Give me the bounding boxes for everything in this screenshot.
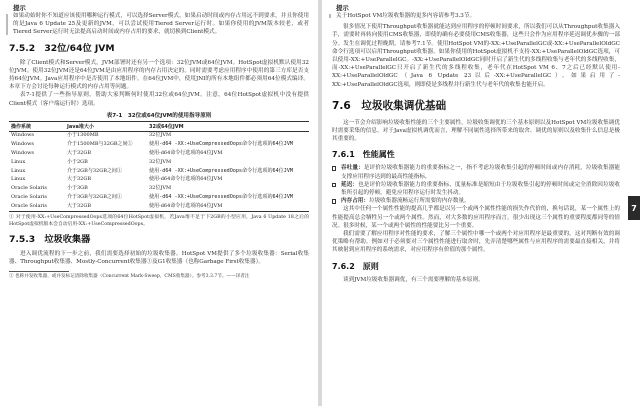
left-page [0, 0, 318, 406]
tip-text: 关于HotSpot VM垃圾收集器的更多内容请参考3.3节。 [336, 13, 476, 19]
table-cell-os: Linux [11, 176, 26, 183]
table-cell-os: Windows [11, 141, 34, 148]
table-row [9, 131, 309, 140]
table-cell-heap: 小于3GB [67, 185, 88, 192]
bullet-text: 垃圾收集器流畅运行所需要的内存数量。 [368, 198, 470, 205]
performance-attributes-list [332, 164, 620, 205]
section-heading-7-5-2: 7.5.2 32位/64位 JVM [9, 42, 115, 54]
table-cell-jvm: 使用-d64命令行选项的64位JVM [149, 149, 223, 156]
bullet-term: 吞吐量： [341, 165, 364, 172]
tip-label: 提示 [336, 4, 349, 12]
right-page [322, 0, 640, 406]
table-row [9, 202, 309, 211]
section-heading-7-5-3: 7.5.3 垃圾收集器 [9, 233, 91, 245]
table-caption: 表7-1 32位或64位JVM的使用指导原则 [106, 112, 212, 119]
table-row [9, 141, 309, 150]
table-cell-os: Linux [11, 158, 26, 165]
table-cell-os: Oracle Solaris [9, 202, 65, 211]
tip-box [9, 4, 309, 37]
right-page-content [332, 4, 620, 284]
table-header-jvm: 32或64位JVM [147, 121, 309, 131]
paragraph-tradeoffs: 这其中任何一个属性性能的提高几乎都是以另一个或两个属性性能的损失作代价的，换句话说，某一个属性上的性能提高总会牺牲另一个或两个属性。然而，对大多数的应用程序而言，很少出现这三个属性的重要程度都同等的情况。很多时候，某一个或两个属性的性能要比另一个重要。 [332, 206, 620, 229]
section-heading-7-6: 7.6 垃圾收集调优基础 [332, 99, 447, 112]
list-item [332, 181, 620, 197]
jvm-guideline-table [9, 121, 309, 212]
bullet-text: 也是评价垃圾收集器能力的重要指标，度量标准是缩短由于垃圾收集引起的停顿时间或完全消除因垃圾收集所引起的停顿，避免应用程序运行时发生抖动。 [341, 181, 620, 197]
table-cell-jvm: 32位JVM [149, 185, 172, 192]
table-cell-heap: 介于1500MB与32GB之间① [67, 141, 133, 148]
table-cell-os: Windows [11, 149, 34, 156]
table-cell-jvm: 32位JVM [149, 132, 172, 139]
table-row [9, 176, 309, 185]
table-cell-heap: 小于1300MB [67, 132, 99, 139]
table-header-heap: Java堆大小 [65, 121, 147, 131]
table-cell-jvm: 使用-d64 -XX:+UseCompressedOops命令行选项的64位JVM [149, 193, 293, 200]
table-cell-heap: 大于32GB [65, 202, 147, 211]
checkbox-bullet-icon [332, 199, 336, 203]
list-item [332, 164, 620, 180]
chapter-tab: 7 [628, 196, 640, 220]
table-cell-os: Oracle Solaris [11, 185, 47, 192]
table-cell-os: Linux [11, 167, 26, 174]
bullet-term: 内存占用： [341, 198, 369, 205]
paragraph-table-intro: 表7-1提供了一些指导原则，帮助大家判断何时使用32位或64位JVM。注意，64位HotSpot虚拟机中没有提供Client模式（客户端运行时）选项。 [9, 92, 309, 107]
table-row [9, 149, 309, 158]
table-note: ① 对于使用-XX:+UseCompressedOops选项的64位HotSpot虚拟机，若Java堆不足于下2GB的小型应用，Java 6 Update 18之后的HotSpot虚拟机版本会自动启用-XX:+UseCompressedOops。 [9, 214, 309, 227]
tip-label: 提示 [13, 4, 26, 12]
table-row [9, 167, 309, 176]
table-cell-jvm: 使用-d64 -XX:+UseCompressedOops命令行选项的64位JVM [149, 167, 293, 174]
section-heading-7-6-1: 7.6.1 性能属性 [332, 150, 395, 160]
paragraph-requirements: 我们需要了解应用程序对性能的要求，了解三个属性中哪一个或两个对应用程序是最重要的，这对判断有效的调优策略有帮助。例如对于必须要对三个属性性能进行取舍时，先弄清楚哪些属性与应用程序的需要最直接相关，并将其映射到应用程序的系统需求，对应用程序有价值的那个属性。 [332, 231, 620, 254]
paragraph-gc-tuning-basics: 这一节会介绍影响垃圾收集性能的三个主要属性，垃圾收集调优的三个基本原则以及HotSpot VM垃圾收集调优时需要采集的信息。对于Java虚拟机调优而言，理解不同属性选择所带来的取舍、调优的原则以及收集什么信息是极其重要的。 [332, 119, 620, 143]
left-page-content [9, 4, 309, 280]
paragraph-throughput-collector: 很多情况下使用Throughput收集器就能达到应用程序的停顿时间要求，所以我们可以从Throughput收集器入手，需要时再转向使用CMS收集器，即使的确有必要使用CMS收集器，这些只会作为应用程序延迟调优步骤的一部分。发生在调优过程晚期，请参考7.1节。使用HotSpot VM的-XX:+UseParallelGC或-XX:+UseParallelOldGC命令行选项可以启用Throughput收集器。如果你使用的HotSpot虚拟机不支持-XX:+UseParallelOldGC选项，可以使用-XX:+UseParallelGC。-XX:+UseParallelOldGC同时开启了新生代的多线程收集与老年代的多线程收集，而-XX:+UseParallelGC只开启了新生代的多线程收集，老年代在HotSpot VM 6、7之后已经默认使用-XX:+UseParallelOldGC（Java 6 Update 23以后-XX:+UseParallelGC）。如果启用了-XX:+UseParallelOldGC选项，则即使是多线程并行新生代与老年代的收集也能开启。 [332, 24, 620, 88]
paragraph-gc-selection: 进入调优流程的下一步之前，我们需要选择初始的垃圾收集器。HotSpot VM提供了多个垃圾收集器：Serial收集器、Throughput收集器、Mostly-Concurrent收集器①及G1收集器（也称Garbage First收集器）。 [9, 250, 309, 266]
footnote-divider [9, 271, 69, 272]
table-header-os: 操作系统 [9, 121, 65, 131]
bullet-term: 延迟： [341, 181, 359, 188]
table-cell-jvm: 使用-d64命令行选项的64位JVM [149, 176, 223, 183]
table-row [9, 193, 309, 202]
table-cell-heap: 大于32GB [67, 176, 92, 183]
table-header-row [9, 121, 309, 131]
table-cell-jvm: 使用-d64命令行选项的64位JVM [147, 202, 309, 211]
table-cell-heap: 大于32GB [67, 149, 92, 156]
bullet-text: 是评价垃圾收集器能力的重要指标之一，指不考虑垃圾收集引起的停顿时间或内存消耗，垃圾收集器能支撑应用程序达到的最高性能指标。 [341, 165, 620, 180]
table-row [9, 158, 309, 167]
section-heading-7-6-2: 7.6.2 原则 [332, 261, 379, 271]
list-item [332, 197, 620, 205]
paragraph-principles: 谈到JVM垃圾收集器调优，有三个需要理解的基本原则。 [343, 276, 484, 283]
tip-box [332, 4, 620, 20]
table-cell-os: Windows [11, 132, 34, 139]
table-cell-heap: 小于2GB [67, 158, 88, 165]
tip-text: 如果动始时你不知道应该使用哪种运行模式，可以选择Server模式。如果启动时间或内存占用远不到要求，并且你使用的是Java 6 Update 25及更新的JVM，可以尝试使用Tiered Server运行时。如果你使用的JVM版本较老，或者Tiered Server运行时无法提高启动时间或内存占用的要求，就切换到Client模式。 [13, 13, 309, 36]
checkbox-bullet-icon [332, 183, 336, 187]
table-row [9, 185, 309, 194]
table-cell-jvm: 使用-d64 -XX:+UseCompressedOops命令行选项的64位JVM [149, 141, 293, 148]
paragraph-jvm-bitness: 除了Client模式和Server模式，JVM部署时还有另一个选项：32位JVM或64位JVM。HotSpot虚拟机默认使用32位JVM。使用32位JVM还是64位JVM是由应用程序的内存占用决定的。同时需要考虑应用程序中使用的第三方库是否支持64位JVM。Java应用程序中是否使用了本地组件。在64位JVM中，使用JNI的所有本地组件都必须用64位模式编译。本章下方会讨论每种运行模式的内存占用等问题。 [9, 59, 309, 91]
table-cell-jvm: 32位JVM [149, 158, 172, 165]
footnote: ① 也称并发收集器，或并发标记清除收集器（Concurrent Mark-Sweep，CMS收集器）。参考3.3.7节。——译者注 [9, 273, 250, 279]
checkbox-bullet-icon [332, 166, 336, 170]
table-cell-os: Oracle Solaris [11, 193, 47, 200]
table-cell-heap: 介于2GB与32GB之间① [67, 167, 122, 174]
table-cell-heap: 介于3GB与32GB之间① [67, 193, 122, 200]
